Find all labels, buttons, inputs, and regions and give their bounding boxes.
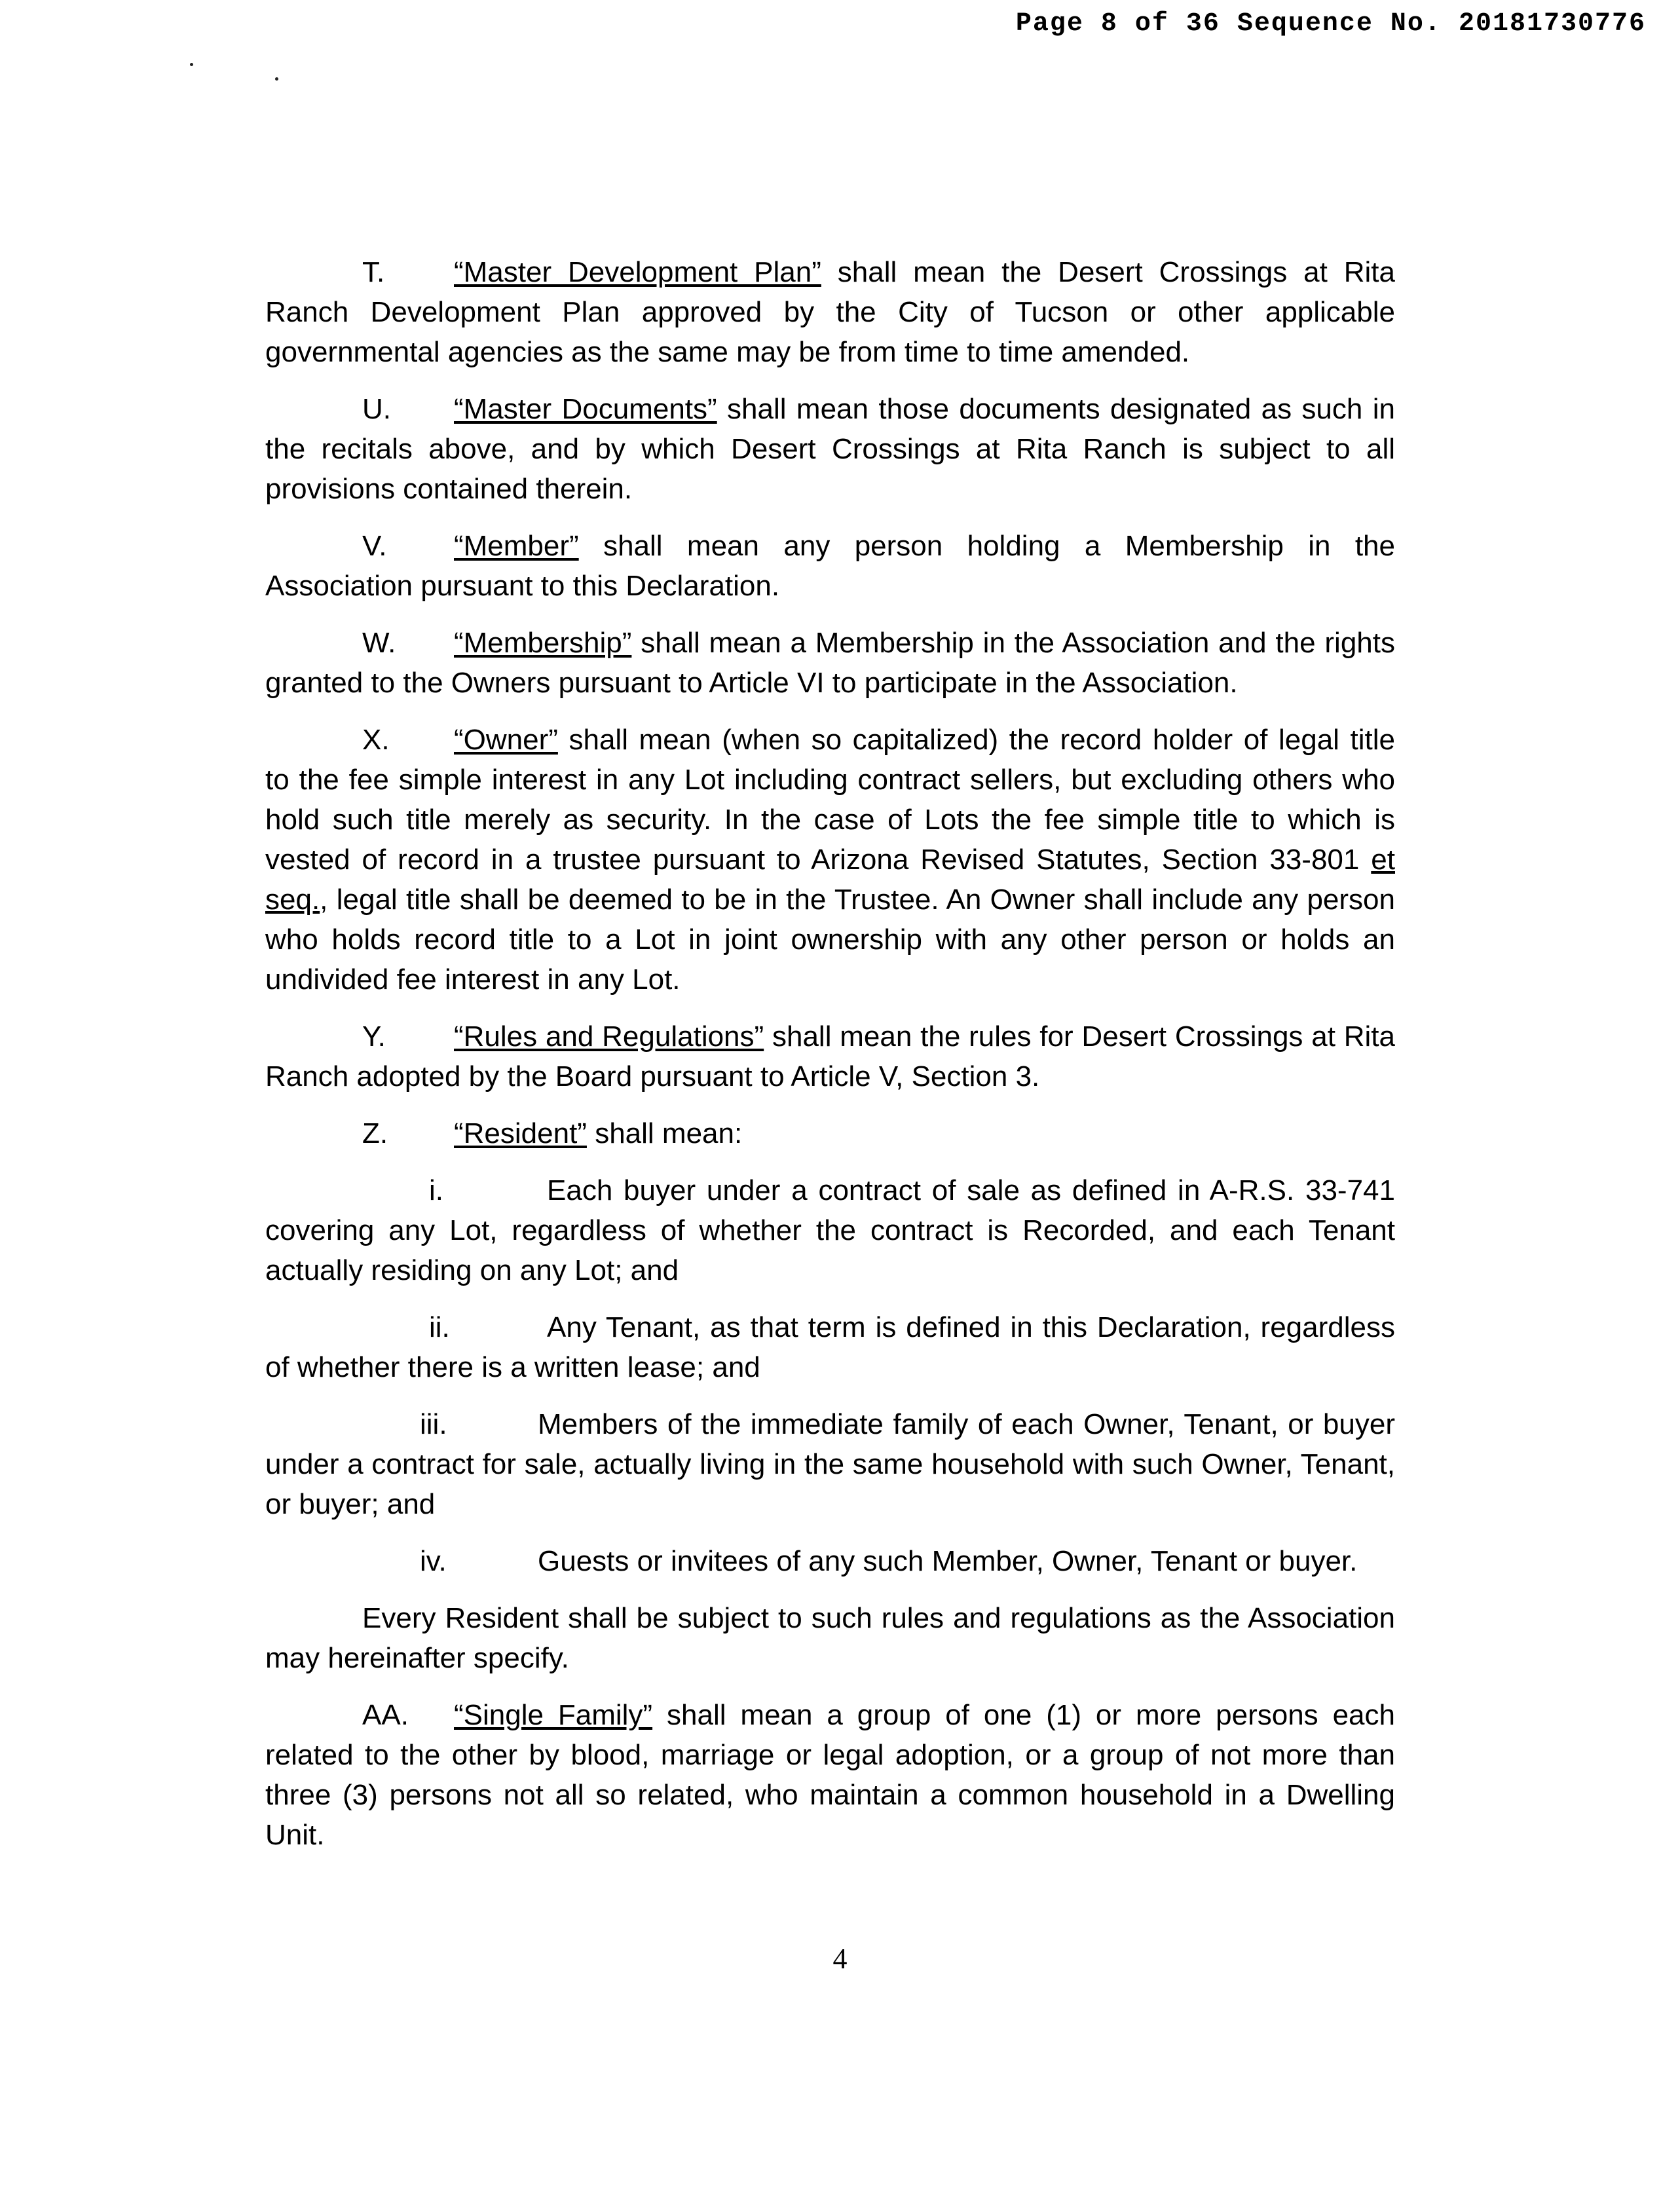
definition-resident xyxy=(265,1113,1395,1153)
defined-term: “Single Family” xyxy=(454,1699,653,1731)
page-sequence-header: Page 8 of 36 Sequence No. 20181730776 xyxy=(1015,9,1646,39)
definition-text: , legal title shall be deemed to be in the Trustee. An Owner shall include any person who holds record title to a Lot in joint ownership with any other person or holds an undivided fee interest in any Lot. xyxy=(265,884,1395,996)
roman-numeral: iv. xyxy=(420,1545,447,1577)
definition-letter: Y. xyxy=(362,1020,386,1053)
definition-letter: V. xyxy=(362,530,387,562)
definition-letter: AA. xyxy=(362,1699,409,1731)
definition-membership xyxy=(265,623,1395,703)
definition-letter: Z. xyxy=(362,1117,388,1149)
definition-text: shall mean a Membership in the Association and the rights granted to the Owners pursuant to Article VI to participate in the Association. xyxy=(265,627,1395,699)
defined-term: “Master Documents” xyxy=(454,393,717,425)
resident-item-text: Any Tenant, as that term is defined in this Declaration, regardless of whether there is a written lease; and xyxy=(265,1311,1395,1383)
scan-speck xyxy=(190,63,193,66)
roman-numeral: iii. xyxy=(420,1408,447,1440)
definition-text: shall mean the rules for Desert Crossings at Rita Ranch adopted by the Board pursuant to Article V, Section 3. xyxy=(265,1020,1395,1092)
definition-owner xyxy=(265,720,1395,999)
resident-item-text: Members of the immediate family of each Owner, Tenant, or buyer under a contract for sale, actually living in the same household with such Owner, Tenant, or buyer; and xyxy=(265,1408,1395,1520)
definition-letter: X. xyxy=(362,724,390,756)
page-number: 4 xyxy=(832,1943,848,1975)
et-seq-citation: et seq. xyxy=(265,844,1395,916)
roman-numeral: i. xyxy=(429,1174,443,1206)
definition-text: shall mean (when so capitalized) the record holder of legal title to the fee simple interest in any Lot including contract sellers, but excluding others who hold such title merely as security. In the case of Lots the fee simple title to which is vested of record in a trustee pursuant to Arizona Revised Statutes, Section 33-801 xyxy=(265,724,1395,876)
defined-term: “Rules and Regulations” xyxy=(454,1020,764,1053)
definition-single-family xyxy=(265,1695,1395,1855)
resident-item-text: Guests or invitees of any such Member, Owner, Tenant or buyer. xyxy=(538,1545,1358,1577)
definition-letter: T. xyxy=(362,256,385,288)
defined-term: “Membership” xyxy=(454,627,632,659)
definition-master-development-plan xyxy=(265,252,1395,372)
definition-text: shall mean: xyxy=(586,1117,743,1149)
resident-item-i xyxy=(265,1170,1395,1290)
definition-text: shall mean those documents designated as such in the recitals above, and by which Desert Crossings at Rita Ranch is subject to all provisions contained therein. xyxy=(265,393,1395,505)
resident-item-iii xyxy=(265,1404,1395,1524)
definition-letter: W. xyxy=(362,627,396,659)
defined-term: “Resident” xyxy=(454,1117,587,1149)
defined-term: “Owner” xyxy=(454,724,558,756)
definition-member xyxy=(265,526,1395,606)
definition-text: shall mean any person holding a Membership in the Association pursuant to this Declaration. xyxy=(265,530,1395,602)
definition-rules-and-regulations xyxy=(265,1017,1395,1096)
defined-term: “Master Development Plan” xyxy=(454,256,821,288)
resident-closing-paragraph: Every Resident shall be subject to such rules and regulations as the Association may hereinafter specify. xyxy=(265,1602,1395,1674)
definition-master-documents xyxy=(265,389,1395,509)
document-body xyxy=(265,252,1395,1872)
scan-speck xyxy=(275,77,278,81)
definition-text: shall mean the Desert Crossings at Rita Ranch Development Plan approved by the City of Tucson or other applicable governmental agencies as the same may be from time to time amended. xyxy=(265,256,1395,368)
resident-item-iv xyxy=(265,1541,1395,1581)
defined-term: “Member” xyxy=(454,530,579,562)
definition-text: shall mean a group of one (1) or more persons each related to the other by blood, marriage or legal adoption, or a group of not more than three (3) persons not all so related, who maintain a common household in a Dwelling Unit. xyxy=(265,1699,1396,1851)
definition-letter: U. xyxy=(362,393,391,425)
resident-item-ii xyxy=(265,1307,1395,1387)
roman-numeral: ii. xyxy=(429,1311,450,1343)
resident-item-text: Each buyer under a contract of sale as defined in A-R.S. 33-741 covering any Lot, regardless of whether the contract is Recorded, and each Tenant actually residing on any Lot; and xyxy=(265,1174,1395,1286)
